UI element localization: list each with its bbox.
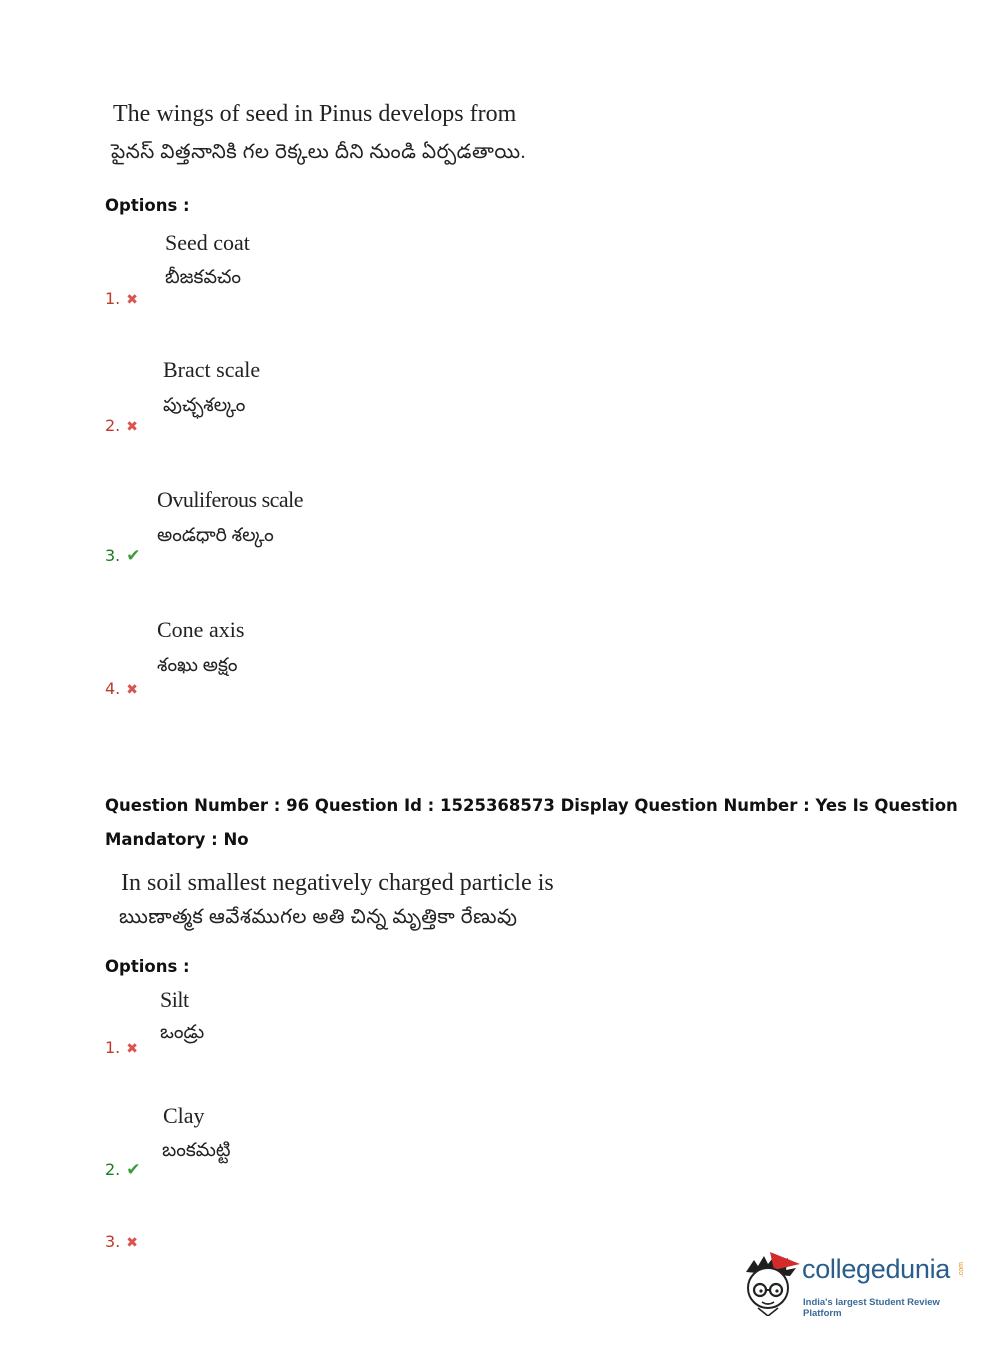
option-3-text-te: అండధారి శల్కం	[157, 525, 274, 546]
q96-option-3-number	[105, 1232, 138, 1251]
options-label: Options :	[105, 196, 190, 215]
option-2-number	[105, 416, 138, 435]
q96-option-2-text-en: Clay	[163, 1103, 205, 1128]
option-2-text-en: Bract scale	[163, 357, 261, 382]
logo-suffix: .com	[958, 1262, 965, 1278]
option-number: 4.	[105, 679, 121, 698]
options-label: Options :	[105, 957, 190, 976]
option-2-text-te: పుచ్ఛశల్కం	[163, 395, 246, 416]
wrong-cross-icon: ✖	[126, 682, 138, 698]
logo-wordmark: collegedunia	[802, 1254, 951, 1284]
option-number: 1.	[105, 289, 121, 308]
question-header-line1: Question Number : 96 Question Id : 1525368573 Display Question Number : Yes Is Question	[105, 796, 958, 815]
option-3-text-en: Ovuliferous scale	[157, 487, 304, 512]
q96-option-2-number	[105, 1160, 141, 1180]
question-text-en: The wings of seed in Pinus develops from	[113, 101, 517, 127]
question-text-te: ఋణాత్మక ఆవేశముగల అతి చిన్న మృత్తికా రేణువు	[119, 906, 518, 928]
option-1-text-en: Seed coat	[165, 230, 250, 255]
q96-option-2-text-te: బంకమట్టి	[162, 1140, 231, 1161]
wrong-cross-icon: ✖	[126, 292, 138, 308]
option-4-text-te: శంఖు అక్షం	[157, 655, 238, 676]
wrong-cross-icon: ✖	[126, 1235, 138, 1251]
question-header-line2: Mandatory : No	[105, 830, 249, 849]
correct-check-icon: ✔	[126, 1160, 141, 1180]
option-number: 3.	[105, 546, 121, 565]
option-number: 1.	[105, 1038, 121, 1057]
student-mascot-icon	[740, 1250, 802, 1316]
logo-tagline: India's largest Student Review Platform	[803, 1297, 940, 1319]
q96-option-1-number	[105, 1038, 138, 1057]
q96-option-1-text-en: Silt	[160, 987, 189, 1012]
option-3-number	[105, 546, 141, 566]
option-number: 2.	[105, 1160, 121, 1179]
option-4-text-en: Cone axis	[157, 617, 245, 642]
q96-option-1-text-te: ఒండ్రు	[160, 1022, 205, 1043]
wrong-cross-icon: ✖	[126, 419, 138, 435]
option-4-number	[105, 679, 138, 698]
option-number: 3.	[105, 1232, 121, 1251]
option-number: 2.	[105, 416, 121, 435]
option-1-text-te: బీజకవచం	[165, 267, 242, 288]
correct-check-icon: ✔	[126, 546, 141, 566]
question-text-en: In soil smallest negatively charged particle is	[121, 870, 554, 896]
wrong-cross-icon: ✖	[126, 1041, 138, 1057]
collegedunia-logo[interactable]	[740, 1250, 970, 1320]
question-text-te: పైనస్ విత్తనానికి గల రెక్కలు దీని నుండి ఏర్పడతాయి.	[111, 141, 527, 163]
option-1-number	[105, 289, 138, 308]
